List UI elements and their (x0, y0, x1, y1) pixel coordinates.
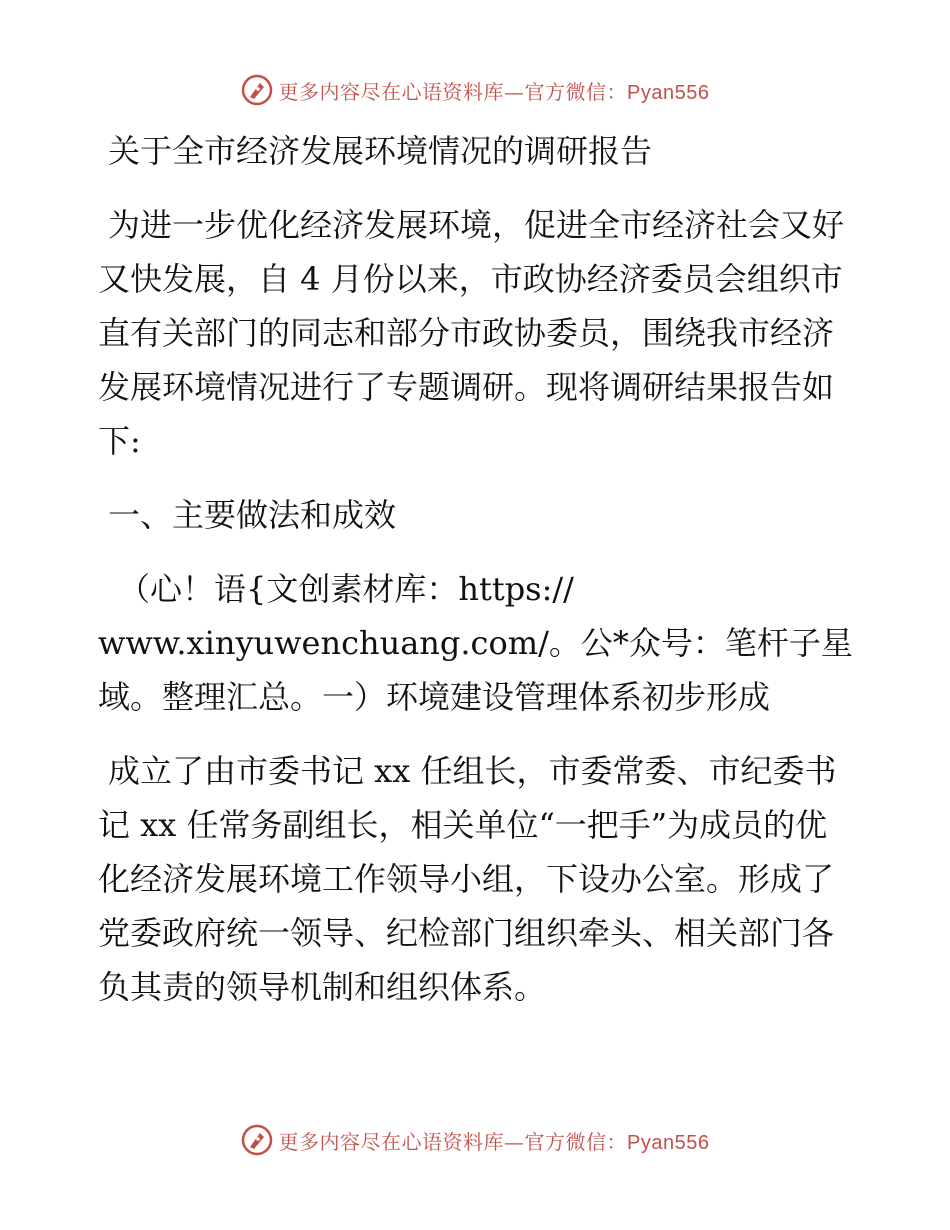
subsection-heading (98, 562, 858, 724)
subsection-line-1: （心！语{文创素材库：https:// (118, 570, 574, 608)
banner-text: 更多内容尽在心语资料库—官方微信：Pyan556 (278, 79, 710, 104)
banner-text: 更多内容尽在心语资料库—官方微信：Pyan556 (278, 1129, 710, 1154)
banner-contact: Pyan556 (627, 1131, 710, 1154)
section-heading: 一、主要做法和成效 (108, 496, 397, 534)
subsection-line-2: www.xinyuwenchuang.com/。公*众号：笔杆子星域。整理汇总。一）环境建设管理体系初步形成 (98, 624, 853, 716)
document-title: 关于全市经济发展环境情况的调研报告 (108, 132, 653, 170)
pen-nib-logo-icon (241, 74, 273, 106)
body-paragraph: 成立了由市委书记 xx 任组长，市委常委、市纪委书记 xx 任常务副组长，相关单位“一把手”为成员的优化经济发展环境工作领导小组，下设办公室。形成了党委政府统一领导、纪检部门组织牵头、相关部门各负其责的领导机制和组织体系。 (98, 752, 837, 1006)
intro-paragraph: 为进一步优化经济发展环境，促进全市经济社会又好又快发展，自 4 月份以来，市政协经济委员会组织市直有关部门的同志和部分市政协委员，围绕我市经济发展环境情况进行了专题调研。现将调研结果报告如下: (98, 206, 845, 460)
pen-nib-logo-icon (241, 1124, 273, 1156)
footer-watermark-banner (0, 1120, 950, 1160)
header-watermark-banner (0, 70, 950, 110)
document-body (98, 120, 858, 1014)
banner-contact: Pyan556 (627, 81, 710, 104)
